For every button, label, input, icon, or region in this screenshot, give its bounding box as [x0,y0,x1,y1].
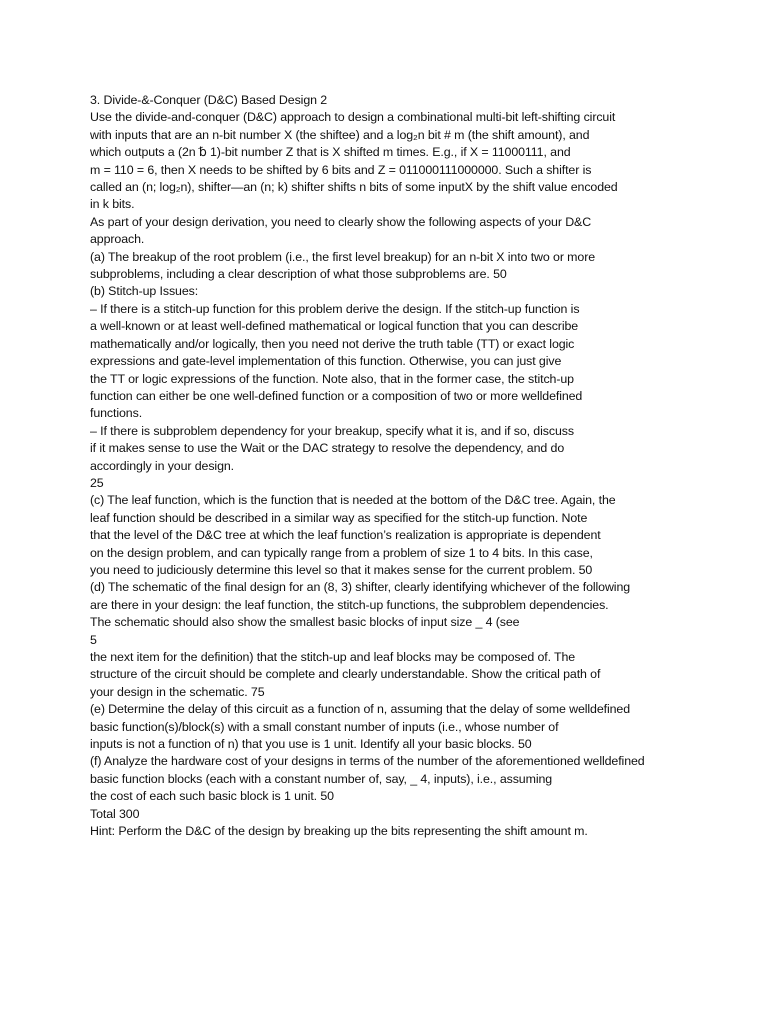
text-line: the next item for the definition) that the stitch-up and leaf blocks may be composed of. The [90,650,576,664]
text-line: Use the divide-and-conquer (D&C) approach to design a combinational multi-bit left-shifting circuit [90,110,616,125]
text-line: your design in the schematic. 75 [90,684,265,699]
text-line: which outputs a (2n ␢ 1)-bit number Z that is X shifted m times. E.g., if X = 11000111, and [90,145,571,160]
hint-line: Hint: Perform the D&C of the design by breaking up the bits representing the shift amount m. [90,824,588,839]
item-e: (e) Determine the delay of this circuit as a function of n, assuming that the delay of some welldefined [90,702,630,717]
text-line: a well-known or at least well-defined mathematical or logical function that you can describe [90,319,579,334]
text-line: the cost of each such basic block is 1 unit. 50 [90,789,334,804]
text-line: on the design problem, and can typically range from a problem of size 1 to 4 bits. In this case, [90,545,593,560]
item-b: (b) Stitch-up Issues: [90,284,199,299]
text-line: are there in your design: the leaf function, the stitch-up functions, the subproblem dependencies. [90,597,609,612]
text-line: – If there is subproblem dependency for your breakup, specify what it is, and if so, discuss [90,423,574,438]
text-line: accordingly in your design. [90,458,235,473]
text-line: inputs is not a function of n) that you use is 1 unit. Identify all your basic blocks. 50 [90,737,532,752]
text-line: expressions and gate-level implementation of this function. Otherwise, you can just give [90,354,562,369]
text-line: the TT or logic expressions of the function. Note also, that in the former case, the stitch-up [90,371,574,386]
text-line: that the level of the D&C tree at which the leaf function’s realization is appropriate is dependent [90,528,601,543]
text-line: functions. [90,406,143,421]
text-line: structure of the circuit should be complete and clearly understandable. Show the critical path of [90,667,601,682]
text-line: basic function(s)/block(s) with a small constant number of inputs (i.e., whose number of [90,719,559,734]
text-line: basic function blocks (each with a constant number of, say, _ 4, inputs), i.e., assuming [90,771,553,786]
text-line: function can either be one well-defined function or a composition of two or more welldefined [90,388,583,403]
text-line: mathematically and/or logically, then you need not derive the truth table (TT) or exact logic [90,336,575,351]
text-line: you need to judiciously determine this level so that it makes sense for the current problem. 50 [90,562,593,577]
text-line: The schematic should also show the smallest basic blocks of input size _ 4 (see [90,615,520,630]
text-line: in k bits. [90,197,135,212]
text-line: subproblems, including a clear description of what those subproblems are. 50 [90,267,507,282]
section-heading: 3. Divide-&-Conquer (D&C) Based Design 2 [90,93,328,107]
text-line: – If there is a stitch-up function for this problem derive the design. If the stitch-up function is [90,301,580,316]
text-line: approach. [90,232,145,247]
total-points: Total 300 [90,806,140,821]
text-line: called an (n; log₂n), shifter—an (n; k) shifter shifts n bits of some inputX by the shift value encoded [90,180,618,195]
item-d: (d) The schematic of the final design for an (8, 3) shifter, clearly identifying whichever of the following [90,580,631,595]
points-label: 25 [90,475,104,490]
item-c: (c) The leaf function, which is the function that is needed at the bottom of the D&C tree. Again, the [90,493,616,508]
text-line: leaf function should be described in a similar way as specified for the stitch-up function. Note [90,510,588,525]
document-body [90,92,740,840]
page-number-label: 5 [90,632,97,647]
text-line: m = 110 = 6, then X needs to be shifted by 6 bits and Z = 011000111000000. Such a shifter is [90,162,592,177]
item-f: (f) Analyze the hardware cost of your designs in terms of the number of the aforementioned welldefined [90,754,645,769]
text-line: As part of your design derivation, you need to clearly show the following aspects of your D&C [90,214,592,229]
text-line: if it makes sense to use the Wait or the DAC strategy to resolve the dependency, and do [90,441,565,456]
item-a: (a) The breakup of the root problem (i.e., the first level breakup) for an n-bit X into two or more [90,249,596,264]
text-line: with inputs that are an n-bit number X (the shiftee) and a log₂n bit # m (the shift amount), and [90,127,590,142]
